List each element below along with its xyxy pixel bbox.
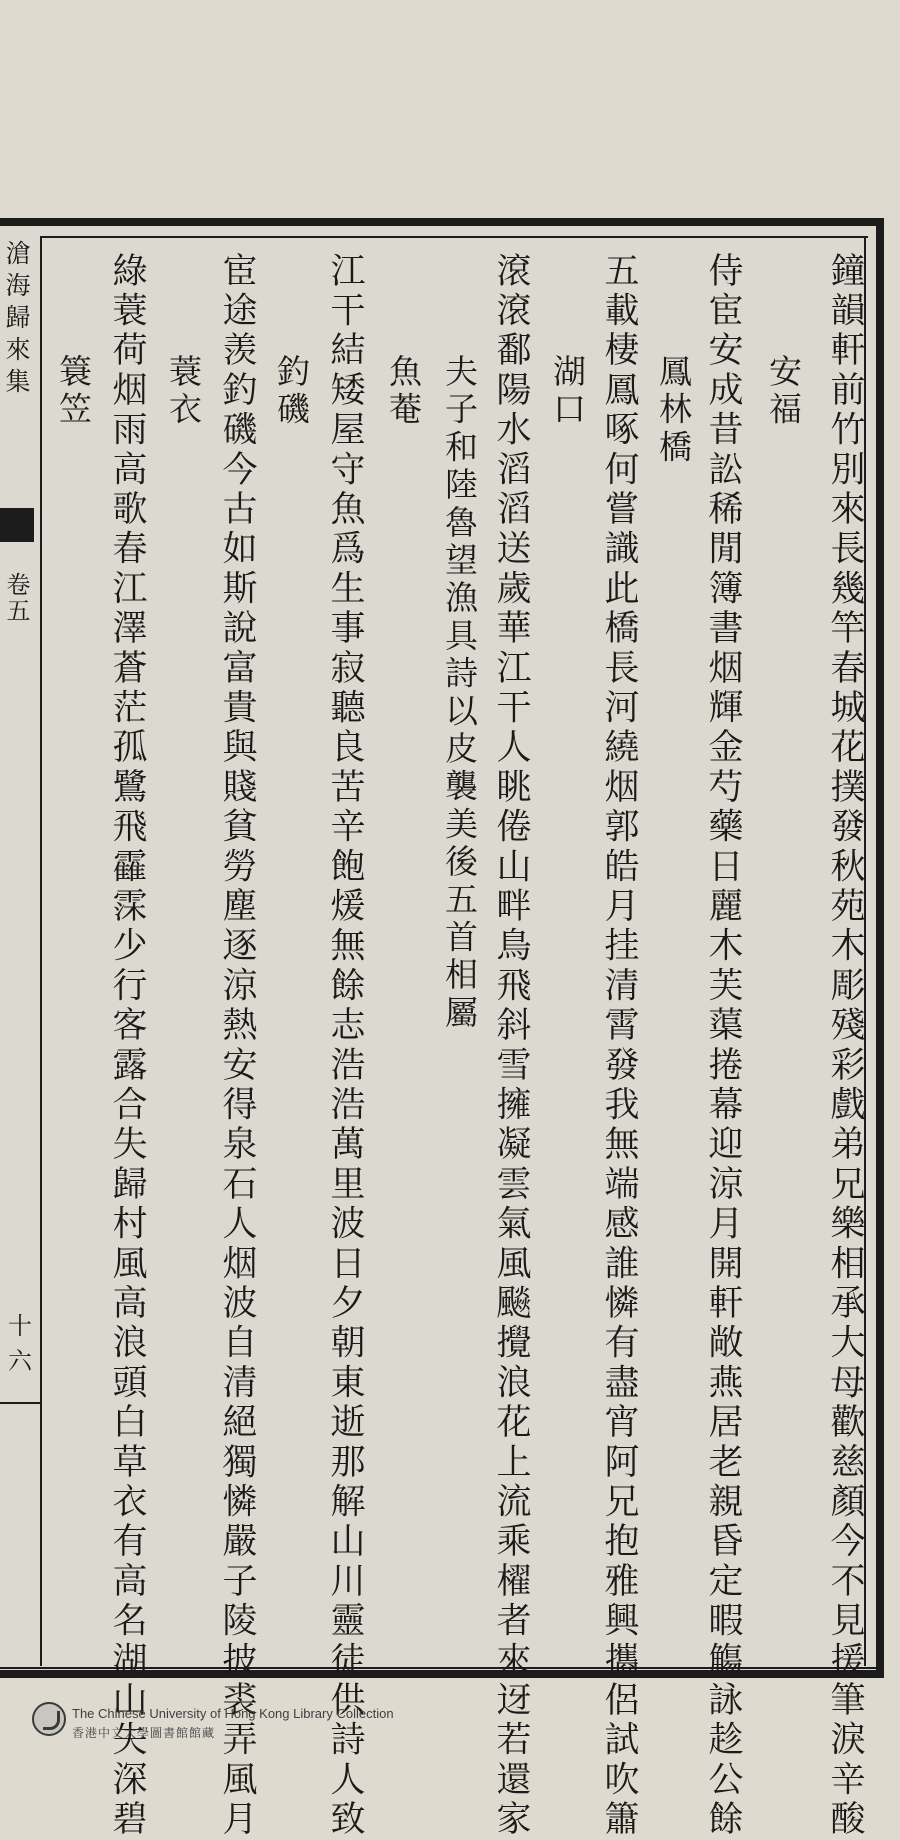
margin-fishtail-mark — [0, 508, 34, 542]
poem-column-3: 五載棲鳳啄何嘗識此橋長河繞烟郭皓月挂清霄發我無端感誰憐有盡宵阿兄抱雅興攜侶試吹簫 — [599, 252, 639, 1840]
margin-divider-rule — [40, 236, 42, 1666]
footer-credit-chinese: 香港中文大學圖書館館藏 — [72, 1726, 216, 1740]
poem-column-7: 綠蓑荷烟雨高歌春江澤蒼茫孤鷺飛靃霂少行客露合失歸村風高浪頭白草衣有高名湖山失深碧 — [107, 252, 147, 1840]
poem-column-6: 宦途羡釣磯今古如斯說富貴與賤貧勞塵逐涼熱安得泉石人烟波自清絕獨憐嚴子陵披裘弄風月 — [217, 252, 257, 1840]
poem-title-suoyi: 蓑衣 — [164, 354, 203, 430]
poem-column-5: 江干結矮屋守魚爲生事寂聽良苦辛飽煖無餘志浩浩萬里波日夕朝東逝那解山川靈徒供詩人致 — [325, 252, 365, 1840]
margin-volume: 卷五 — [2, 572, 30, 624]
poem-title-diaoji: 釣磯 — [272, 354, 311, 430]
frame-inner-top-rule — [40, 236, 868, 238]
preface-line: 夫子和陸魯望漁具詩以皮襲美後五首相屬 — [440, 354, 479, 1033]
poem-title-yuan: 魚菴 — [384, 354, 423, 430]
poem-column-4: 滾滾鄱陽水滔滔送歲華江干人眺倦山畔鳥飛斜雪擁凝雲氣風飈攪浪花上流乘櫂者來迓若還家 — [491, 252, 531, 1840]
margin-book-title: 滄海歸來集 — [2, 240, 31, 400]
footer-credit-english: The Chinese University of Hong Kong Library Collection — [72, 1706, 394, 1721]
margin-page-number: 十六 — [8, 1312, 32, 1375]
poem-title-hukou: 湖口 — [548, 354, 587, 430]
poem-title-anfu: 安福 — [764, 354, 803, 430]
margin-page-rule — [0, 1402, 40, 1404]
poem-column-1: 鐘韻軒前竹別來長幾竿春城花撲發秋苑木彫殘彩戲弟兄樂相承大母歡慈顏今不見援筆淚辛酸 — [825, 252, 865, 1840]
margin-strip — [0, 226, 40, 1668]
poem-column-2: 侍宦安成昔訟稀閒簿書烟輝金芍藥日麗木芙蕖捲幕迎涼月開軒敞燕居老親昏定暇觴詠趁公餘 — [703, 252, 743, 1840]
poem-title-suoli: 簑笠 — [54, 354, 93, 430]
poem-title-fenglinqiao: 鳳林橋 — [654, 354, 693, 468]
library-logo-icon — [32, 1702, 66, 1736]
